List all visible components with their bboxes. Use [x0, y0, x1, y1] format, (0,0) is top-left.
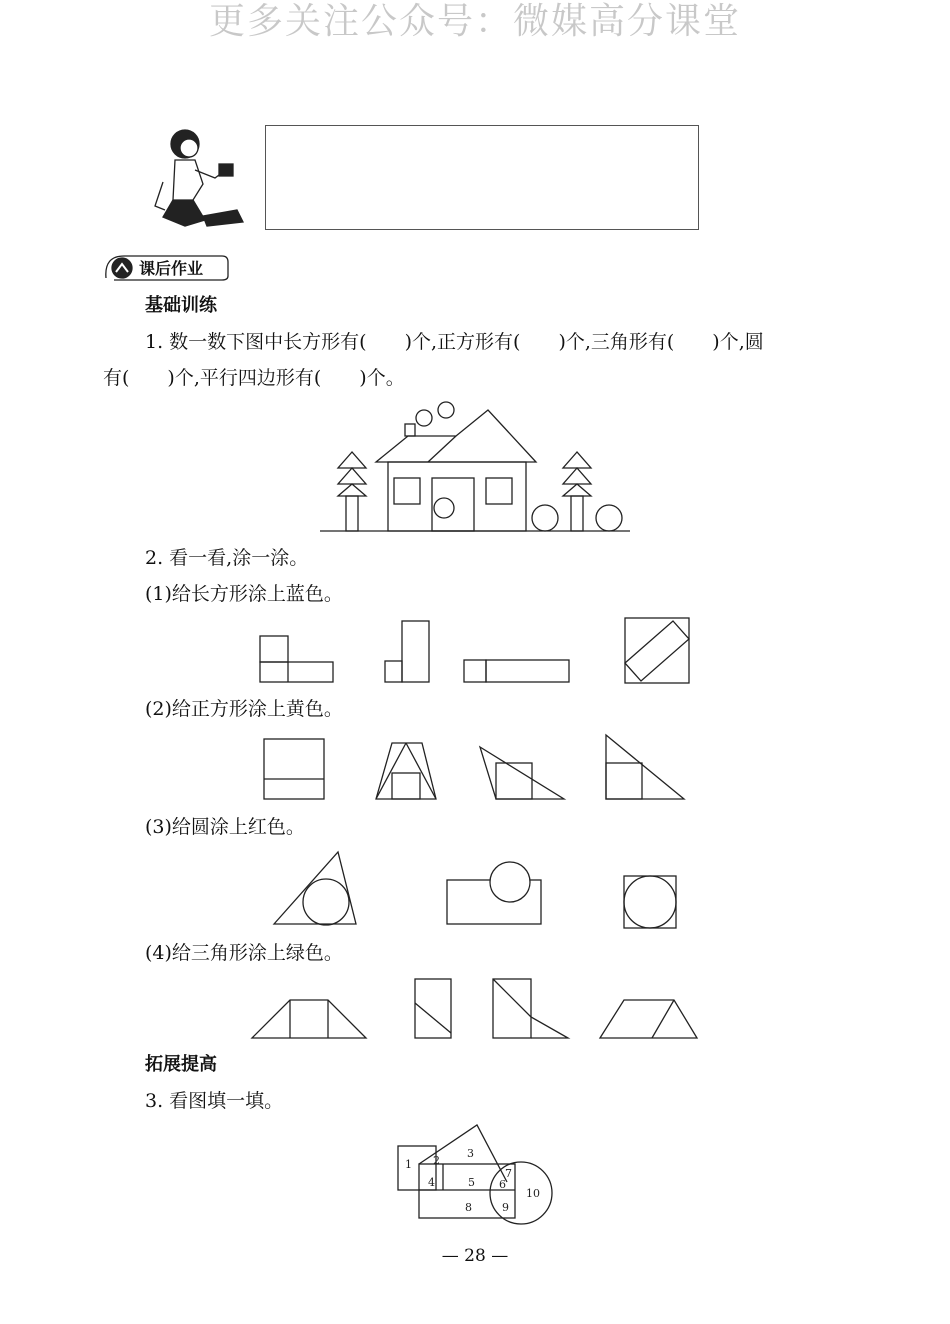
- note-box: [265, 125, 699, 230]
- question-2-part-2: (2)给正方形涂上黄色。: [145, 698, 343, 720]
- region-label-3: 3: [467, 1147, 474, 1160]
- rectangle-shapes-row: [255, 615, 695, 690]
- page-number: — 28 —: [441, 1246, 509, 1266]
- region-label-2: 2: [433, 1154, 440, 1167]
- section-badge-label: 课后作业: [139, 259, 204, 278]
- triangle-shapes-row: [248, 975, 703, 1043]
- region-label-1: 1: [405, 1158, 412, 1171]
- boy-illustration: [145, 122, 250, 234]
- watermark: 更多关注公众号：微媒高分课堂: [208, 1, 741, 42]
- question-3-intro: 3. 看图填一填。: [145, 1090, 284, 1112]
- region-label-4: 4: [428, 1176, 435, 1189]
- extension-heading: 拓展提高: [145, 1054, 217, 1075]
- region-label-9: 9: [502, 1201, 509, 1214]
- basic-training-heading: 基础训练: [145, 295, 217, 316]
- house-figure: [320, 398, 632, 534]
- question-1-line-2: 有( )个,平行四边形有( )个。: [103, 367, 405, 389]
- question-2-intro: 2. 看一看,涂一涂。: [145, 547, 309, 569]
- question-2-part-3: (3)给圆涂上红色。: [145, 816, 305, 838]
- region-label-6: 6: [499, 1178, 506, 1191]
- circle-shapes-row: [270, 850, 690, 932]
- square-shapes-row: [260, 733, 690, 805]
- question-2-part-1: (1)给长方形涂上蓝色。: [145, 583, 343, 605]
- overlap-figure: [395, 1122, 555, 1222]
- question-1-line-1: 1. 数一数下图中长方形有( )个,正方形有( )个,三角形有( )个,圆: [145, 331, 764, 353]
- region-label-8: 8: [465, 1201, 472, 1214]
- question-2-part-4: (4)给三角形涂上绿色。: [145, 942, 343, 964]
- region-label-7: 7: [505, 1167, 512, 1180]
- region-label-10: 10: [526, 1187, 540, 1200]
- region-label-5: 5: [468, 1176, 475, 1189]
